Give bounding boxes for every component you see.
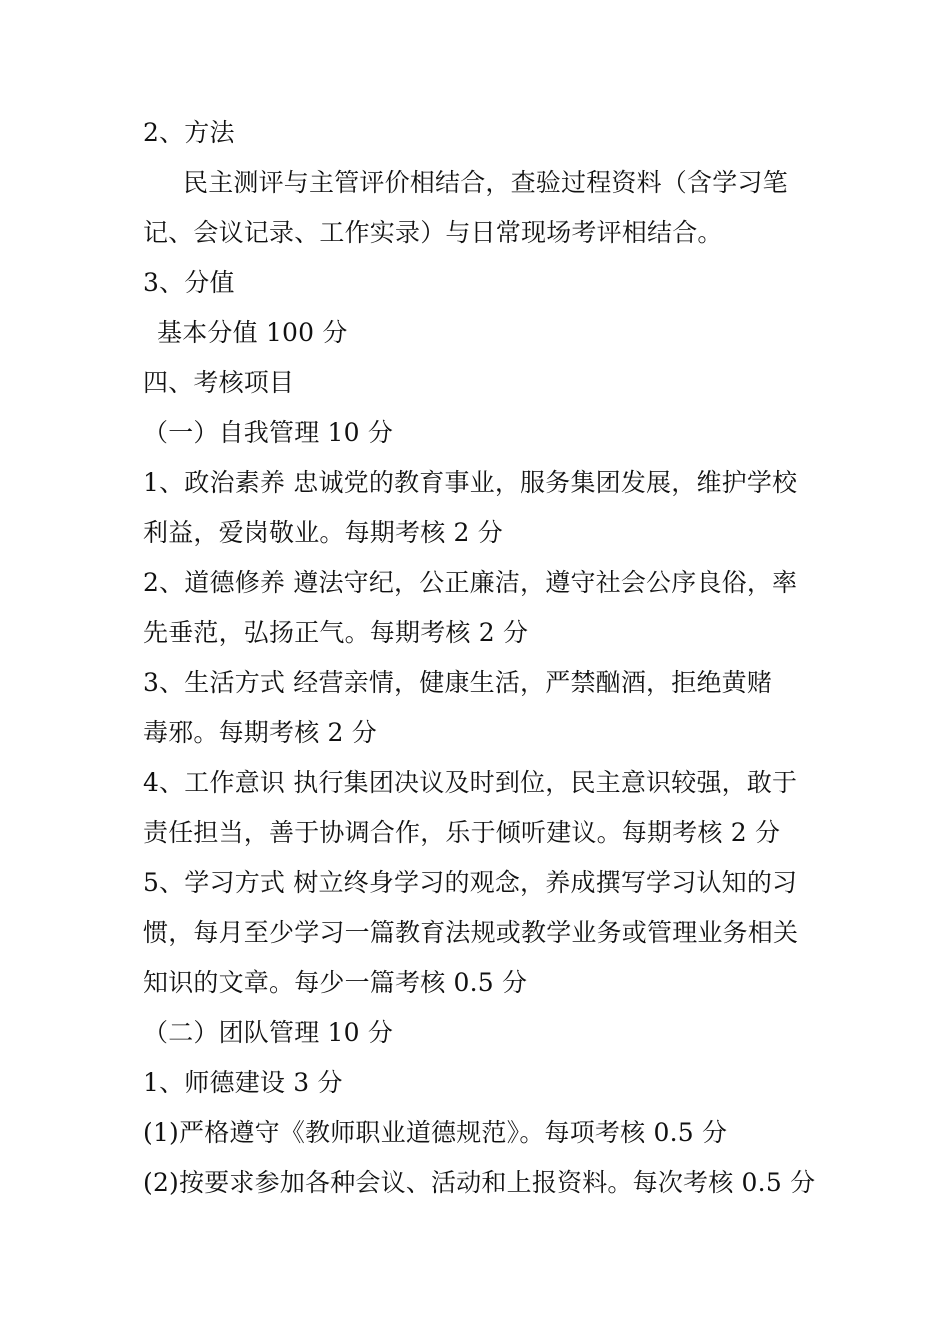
- paragraph-line: 3、生活方式 经营亲情，健康生活，严禁酗酒，拒绝黄赌: [143, 668, 773, 697]
- paragraph-line: 惯，每月至少学习一篇教育法规或教学业务或管理业务相关: [143, 918, 799, 947]
- heading-method: 2、方法: [143, 118, 235, 147]
- paragraph-line: 1、师德建设 3 分: [143, 1068, 343, 1097]
- paragraph-line: 先垂范，弘扬正气。每期考核 2 分: [143, 618, 529, 647]
- heading-score: 3、分值: [143, 268, 235, 297]
- paragraph-line: (1)严格遵守《教师职业道德规范》。每项考核 0.5 分: [143, 1118, 728, 1147]
- heading-assessment-items: 四、考核项目: [143, 368, 295, 397]
- subheading-team-management: （二）团队管理 10 分: [143, 1018, 394, 1047]
- paragraph-line: 责任担当，善于协调合作，乐于倾听建议。每期考核 2 分: [143, 818, 781, 847]
- paragraph-line: 5、学习方式 树立终身学习的观念，养成撰写学习认知的习: [143, 868, 798, 897]
- paragraph-line: 1、政治素养 忠诚党的教育事业，服务集团发展，维护学校: [143, 468, 798, 497]
- paragraph-line: 4、工作意识 执行集团决议及时到位，民主意识较强，敢于: [143, 768, 798, 797]
- paragraph-line: 基本分值 100 分: [157, 318, 348, 347]
- paragraph-line: 民主测评与主管评价相结合，查验过程资料（含学习笔: [183, 168, 788, 197]
- paragraph-line: 2、道德修养 遵法守纪，公正廉洁，遵守社会公序良俗，率: [143, 568, 798, 597]
- paragraph-line: 毒邪。每期考核 2 分: [143, 718, 378, 747]
- paragraph-line: 利益，爱岗敬业。每期考核 2 分: [143, 518, 504, 547]
- subheading-self-management: （一）自我管理 10 分: [143, 418, 394, 447]
- paragraph-line: 知识的文章。每少一篇考核 0.5 分: [143, 968, 528, 997]
- paragraph-line: (2)按要求参加各种会议、活动和上报资料。每次考核 0.5 分: [143, 1168, 816, 1197]
- paragraph-line: 记、会议记录、工作实录）与日常现场考评相结合。: [143, 218, 723, 247]
